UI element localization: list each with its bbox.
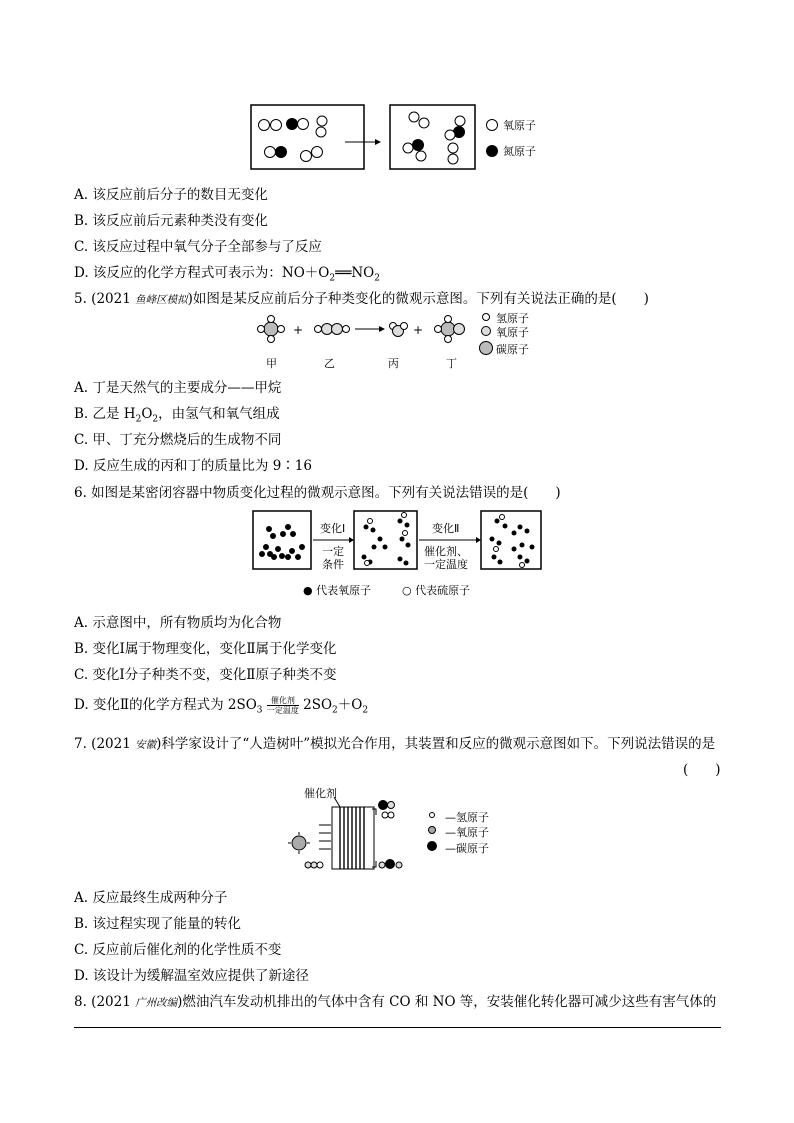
q6-legend-sulfur: ○ 代表硫原子 [402, 584, 471, 597]
q6-diagram [252, 509, 544, 573]
page-divider [74, 1027, 721, 1028]
q6-condition1a: 一定 [322, 545, 344, 558]
q7-diagram [284, 795, 544, 877]
q8-number: 8. (2021 [74, 994, 131, 1010]
q7-option-b[interactable]: B. 该过程实现了能量的转化 [74, 916, 242, 932]
q5-option-d[interactable]: D. 反应生成的丙和丁的质量比为 9∶16 [74, 458, 312, 474]
subscript: 2 [362, 705, 369, 716]
q7-option-c[interactable]: C. 反应前后催化剂的化学性质不变 [74, 942, 282, 958]
q5-legend-hydrogen: 氢原子 [496, 312, 529, 325]
plus-sign: + [293, 323, 304, 337]
condition-top: 催化剂 [267, 696, 299, 706]
q5-number: 5. (2021 [74, 291, 131, 307]
q7-legend-hydrogen: —氢原子 [445, 811, 489, 824]
subscript: 2 [329, 273, 336, 284]
subscript: 3 [256, 705, 263, 716]
q6-option-b[interactable]: B. 变化Ⅰ属于物理变化，变化Ⅱ属于化学变化 [74, 641, 337, 657]
q4-option-a[interactable]: A. 该反应前后分子的数目无变化 [74, 187, 268, 203]
q4-option-d[interactable] [74, 261, 380, 284]
q4-option-d-text-2: ══NO [335, 265, 375, 281]
q6-legend-sulfur-text: 代表硫原子 [415, 584, 471, 597]
q4-option-c[interactable]: C. 该反应过程中氧气分子全部参与了反应 [74, 239, 322, 255]
q7-stem-text: )科学家设计了“人造树叶”模拟光合作用，其装置和反应的微观示意图如下。下列说法错误的是 [156, 736, 716, 752]
q5-source: 鱼峰区模拟 [135, 294, 188, 306]
q7-legend-oxygen: —氧原子 [445, 826, 489, 839]
q8-stem-text: )燃油汽车发动机排出的气体中含有 CO 和 NO 等，安装催化转化器可减少这些有害气体的 [177, 994, 717, 1010]
q5-option-b-text-3: ，由氢气和氧气组成 [158, 406, 280, 422]
q7-source: 安徽 [135, 739, 157, 751]
q8-stem [74, 990, 716, 1010]
q6-option-d[interactable] [74, 693, 368, 716]
subscript: 2 [152, 414, 159, 425]
q5-option-b-text-2: O [141, 406, 153, 422]
q6-stem: 6. 如图是某密闭容器中物质变化过程的微观示意图。下列有关说法错误的是( ) [74, 485, 561, 501]
q7-option-a[interactable]: A. 反应最终生成两种分子 [74, 890, 228, 906]
q5-option-b-text: B. 乙是 H [74, 406, 136, 422]
q6-option-c[interactable]: C. 变化Ⅰ分子种类不变，变化Ⅱ原子种类不变 [74, 667, 337, 683]
q4-option-b[interactable]: B. 该反应前后元素种类没有变化 [74, 213, 269, 229]
q4-option-d-text: D. 该反应的化学方程式可表示为：NO＋O [74, 265, 330, 281]
q5-legend-carbon: 碳原子 [496, 343, 529, 356]
condition-bottom: 一定温度 [266, 706, 299, 715]
q7-legend-carbon: —碳原子 [445, 842, 489, 855]
q5-option-a[interactable]: A. 丁是天然气的主要成分——甲烷 [74, 380, 282, 396]
q5-label-ding: 丁 [446, 357, 457, 370]
q4-legend-oxygen: 氧原子 [503, 119, 536, 132]
q6-option-d-text-3: ＋O [337, 697, 363, 713]
q6-condition2b: 一定温度 [424, 558, 468, 571]
q7-option-d[interactable]: D. 该设计为缓解温室效应提供了新途径 [74, 968, 309, 984]
q6-change1-label: 变化Ⅰ [320, 522, 346, 535]
q4-legend-nitrogen: 氮原子 [503, 145, 536, 158]
q6-legend-oxygen: ● 代表氧原子 [303, 584, 372, 597]
q7-answer-paren: ( ) [683, 762, 721, 778]
plus-sign: + [413, 323, 424, 337]
q6-option-d-text-2: 2SO [298, 697, 333, 713]
q6-option-a[interactable]: A. 示意图中，所有物质均为化合物 [74, 615, 282, 631]
q8-source: 广州改编 [135, 997, 178, 1009]
q5-option-c[interactable]: C. 甲、丁充分燃烧后的生成物不同 [74, 432, 282, 448]
q4-diagram [250, 104, 550, 172]
q5-label-jia: 甲 [266, 357, 277, 370]
reaction-condition [267, 696, 299, 715]
subscript: 2 [332, 705, 338, 716]
q5-legend-oxygen: 氧原子 [496, 326, 529, 339]
q6-option-d-text: D. 变化Ⅱ的化学方程式为 2SO [74, 697, 257, 713]
q6-legend-oxygen-text: 代表氧原子 [316, 584, 372, 597]
q7-number: 7. (2021 [74, 736, 131, 752]
q7-stem [74, 732, 715, 752]
q6-condition1b: 条件 [322, 558, 344, 571]
q5-label-yi: 乙 [324, 357, 335, 370]
subscript: 2 [374, 273, 380, 284]
q5-option-b[interactable] [74, 402, 280, 425]
q5-label-bing: 丙 [388, 357, 399, 370]
q5-stem [74, 287, 649, 307]
q7-catalyst-label: 催化剂 [304, 787, 337, 800]
subscript: 2 [135, 414, 142, 425]
q6-condition2a: 催化剂、 [424, 545, 468, 558]
q6-change2-label: 变化Ⅱ [432, 522, 460, 535]
q5-stem-text: )如图是某反应前后分子种类变化的微观示意图。下列有关说法正确的是( ) [187, 291, 649, 307]
